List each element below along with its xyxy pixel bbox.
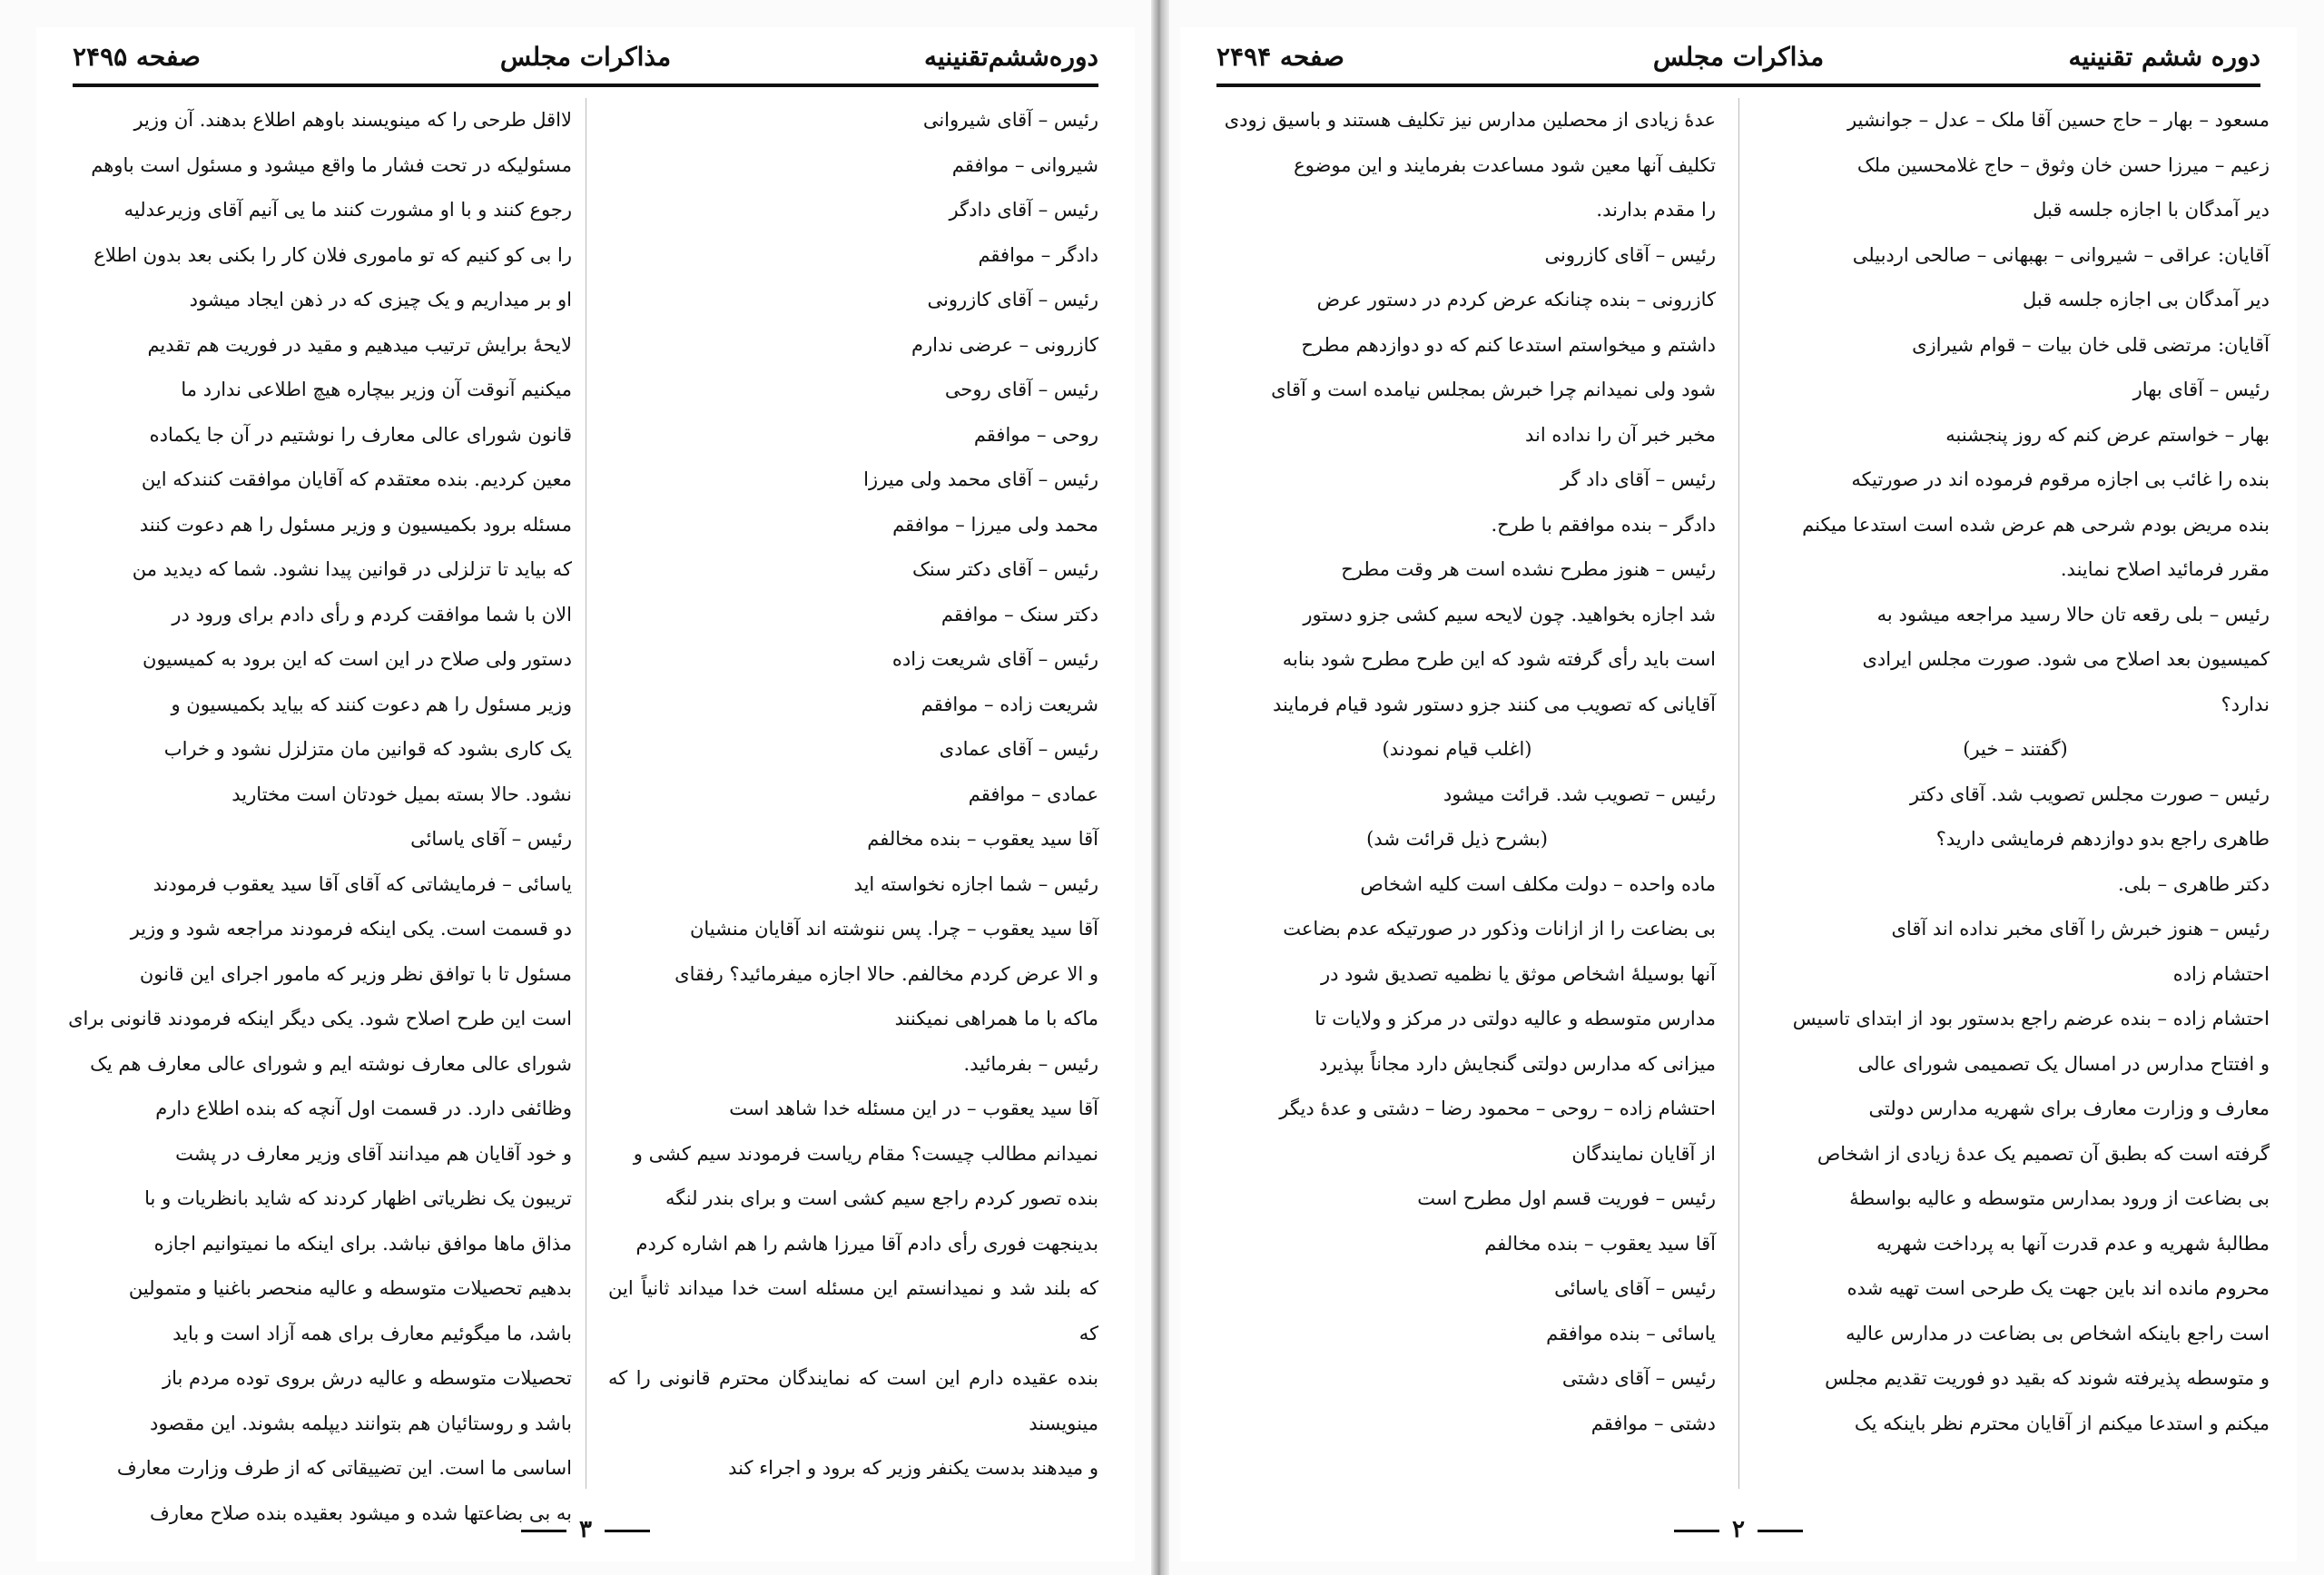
text-line: و افتتاح مدارس در امسال یک تصمیمی شورای عالی — [1857, 1052, 2270, 1075]
text-line: شود ولی نمیدانم چرا خبرش بمجلس نیامده است و آقای — [1271, 379, 1716, 400]
text-line: داشتم و میخواستم استدعا کنم که دو دوازدهم مطرح — [1301, 333, 1716, 356]
text-line: رئیس – آقای یاسائی — [410, 828, 572, 850]
text-line: (اغلب قیام نمودند) — [1382, 738, 1532, 760]
page-number-label: صفحه ۲۴۹۴ — [1216, 42, 1344, 72]
text-line: معارف و وزارت معارف برای شهریه مدارس دولتی — [1868, 1098, 2270, 1119]
text-line: آقا سید یعقوب – بنده مخالفم — [1484, 1232, 1716, 1255]
text-line: روحی – موافقم — [973, 423, 1098, 446]
text-line: رئیس – تصویب شد. قرائت میشود — [1443, 783, 1716, 805]
text-line: یک کاری بشود که قوانین مان متزلزل نشود و خراب — [163, 738, 572, 760]
text-line: بدهیم تحصیلات متوسطه و عالیه منحصر باغنیا و متمولین — [128, 1277, 572, 1299]
text-line: است راجع باینکه اشخاص بی بضاعت در مدارس عالیه — [1846, 1322, 2270, 1344]
text-line: دو قسمت است. یکی اینکه فرمودند مراجعه شود و وزیر — [130, 918, 572, 940]
text-line: زعیم – میرزا حسن خان وثوق – حاج غلامحسین ملک — [1856, 153, 2270, 176]
text-line: دکتر طاهری – بلی. — [2118, 872, 2270, 895]
page-header — [73, 36, 1098, 82]
text-line: دیر آمدگان بی اجازه جلسه قبل — [2023, 289, 2270, 310]
text-line: رجوع کنند و با او مشورت کنند ما یی آنیم آقای وزیرعدلیه — [123, 199, 572, 221]
text-line: که بلند شد و نمیدانستم این مسئله است خدا میداند ثانیاً این که — [608, 1277, 1098, 1344]
text-line: میکنیم آنوقت آن وزیر بیچاره هیچ اطلاعی ندارد ما — [181, 379, 572, 400]
text-line: تحصیلات متوسطه و عالیه درش بروی توده مردم باز — [162, 1367, 572, 1389]
column-left — [54, 98, 572, 1524]
text-line: کمیسیون بعد اصلاح می شود. صورت مجلس ایرادی — [1862, 648, 2270, 670]
text-line: رئیس – هنوز خبرش را آقای مخبر نداده اند آقای — [1891, 918, 2270, 940]
text-line: بی بضاعت از ورود بمدارس متوسطه و عالیه بواسطهٔ — [1849, 1187, 2270, 1209]
text-line: دیر آمدگان با اجازه جلسه قبل — [2033, 199, 2270, 221]
text-line: دادگر – موافقم — [978, 243, 1098, 266]
book-gutter — [1151, 0, 1169, 1575]
text-line: وزیر مسئول را هم دعوت کنند که بیاید بکمیسیون و — [171, 693, 572, 715]
text-line: رئیس – آقای داد گر — [1560, 468, 1716, 490]
text-line: و میدهند بدست یکنفر وزیر که برود و اجراء کند — [728, 1457, 1098, 1479]
text-line: ماکه با ما همراهی نمیکنند — [894, 1008, 1098, 1029]
text-line: آقا سید یعقوب – چرا. پس ننوشته اند آقایان منشیان — [689, 918, 1098, 940]
text-line: دادگر – بنده موافقم با طرح. — [1491, 513, 1716, 536]
text-line: آقا سید یعقوب – در این مسئله خدا شاهد است — [729, 1098, 1098, 1119]
text-line: مسئول تا با توافق نظر وزیر که مامور اجرای این قانون — [139, 962, 572, 985]
text-line: رئیس – آقای یاسائی — [1554, 1277, 1716, 1299]
text-line: ماده واحده – دولت مکلف است کلیه اشخاص — [1360, 872, 1716, 895]
header-title: مذاکرات مجلس — [1652, 42, 1825, 72]
text-line: را بی کو کنیم که تو ماموری فلان کار را بکنی بعد بدون اطلاع — [94, 243, 572, 266]
header-rule — [73, 84, 1098, 87]
header-title: مذاکرات مجلس — [499, 42, 672, 72]
text-line: تریبون یک نظریاتی اظهار کردند که شاید بانظریات و با — [144, 1187, 572, 1209]
page-number-label: صفحه ۲۴۹۵ — [73, 42, 201, 72]
text-line: لااقل طرحی را که مینویسند باوهم اطلاع بدهند. آن وزیر — [133, 109, 572, 131]
text-line: آنها بوسیلهٔ اشخاص موثق یا نظمیه تصدیق شود در — [1320, 962, 1716, 985]
text-line: بنده مریض بودم شرحی هم عرض شده است استدعا میکنم — [1802, 513, 2270, 536]
text-line: بدینجهت فوری رأی دادم آقا میرزا هاشم را هم اشاره کردم — [635, 1232, 1098, 1255]
text-line: (بشرح ذیل قرائت شد) — [1366, 828, 1548, 850]
page-header — [1216, 36, 2260, 82]
text-line: (گفتند – خیر) — [1963, 738, 2068, 760]
text-line: رئیس – آقای محمد ولی میرزا — [863, 468, 1098, 490]
text-line: شریعت زاده – موافقم — [921, 693, 1098, 715]
text-line: محروم مانده اند باین جهت یک طرحی است تهیه شده — [1846, 1277, 2270, 1299]
text-line: از آقایان نمایندگان — [1571, 1142, 1716, 1165]
right-page — [1180, 27, 2297, 1561]
header-rule — [1216, 84, 2260, 87]
text-line: الان با شما موافقت کردم و رأی دادم برای ورود در — [172, 603, 572, 625]
text-line: میزانی که مدارس دولتی گنجایش دارد مجاناً بپذیرد — [1319, 1052, 1716, 1075]
text-line: است این طرح اصلاح شود. یکی دیگر اینکه فرمودند قانونی برای — [68, 1008, 572, 1029]
text-line: مذاق ماها موافق نباشد. برای اینکه ما نمیتوانیم اجازه — [153, 1232, 572, 1255]
text-line: او بر میداریم و یک چیزی که در ذهن ایجاد میشود — [189, 289, 572, 310]
text-line: کازرونی – عرضی ندارم — [911, 333, 1098, 356]
text-line: را مقدم بدارند. — [1596, 199, 1716, 221]
text-line: رئیس – آقای بهار — [2132, 379, 2270, 400]
text-line: عدهٔ زیادی از محصلین مدارس نیز تکلیف هستند و باسیق زودی — [1224, 109, 1716, 131]
text-line: آقا سید یعقوب – بنده مخالفم — [867, 828, 1098, 850]
text-line: بنده را غائب بی اجازه مرقوم فرموده اند در صورتیکه — [1851, 468, 2270, 490]
text-line: باشد و روستائیان هم بتوانند دیپلمه بشوند. این مقصود — [150, 1412, 572, 1434]
column-right — [1761, 98, 2270, 1489]
text-line: رئیس – آقای کازرونی — [1544, 243, 1716, 266]
text-line: مدارس متوسطه و عالیه دولتی در مرکز و ولایات تا — [1315, 1008, 1716, 1029]
text-line: میکنم و استدعا میکنم از آقایان محترم نظر باینکه یک — [1854, 1412, 2270, 1434]
text-line: که بیاید تا تزلزلی در قوانین پیدا نشود. شما که دیدید من — [132, 558, 572, 580]
text-line: لایحهٔ برایش ترتیب میدهیم و مقید در فوریت هم تقدیم — [147, 333, 572, 356]
text-line: رئیس – آقای کازرونی — [927, 289, 1098, 310]
session-label: دوره‌ششم‌تقنینیه — [923, 42, 1098, 72]
text-line: رئیس – صورت مجلس تصویب شد. آقای دکتر — [1909, 783, 2270, 805]
text-line: دشتی – موافقم — [1590, 1412, 1716, 1434]
text-line: آقایانی که تصویب می کنند جزو دستور شود قیام فرمایند — [1272, 693, 1716, 715]
text-line: مطالبهٔ شهریه و عدم قدرت آنها به پرداخت شهریه — [1876, 1232, 2270, 1255]
column-divider — [1738, 98, 1739, 1489]
session-label: دوره ششم تقنینیه — [2068, 42, 2260, 72]
text-line: معین کردیم. بنده معتقدم که آقایان موافقت کنندکه این — [141, 468, 572, 490]
text-line: مسئولیکه در تحت فشار ما واقع میشود و مسئول است باوهم — [91, 153, 572, 176]
text-line: قانون شورای عالی معارف را نوشتیم در آن جا یکماده — [149, 423, 572, 446]
text-line: رئیس – آقای روحی — [944, 379, 1098, 400]
text-line: نشود. حالا بسته بمیل خودتان است مختارید — [231, 783, 572, 805]
text-line: رئیس – آقای دشتی — [1561, 1367, 1716, 1389]
column-left — [1198, 98, 1716, 1489]
text-line: شد اجازه بخواهید. چون لایحه سیم کشی جزو دستور — [1303, 603, 1716, 625]
text-line: مسئله برود بکمیسیون و وزیر مسئول را هم دعوت کنند — [139, 513, 572, 536]
text-line: و خود آقایان هم میدانند آقای وزیر معارف در پشت — [175, 1142, 572, 1165]
text-line: رئیس – هنوز مطرح نشده است هر وقت مطرح — [1341, 558, 1716, 580]
text-line: رئیس – آقای دکتر سنک — [911, 558, 1098, 580]
text-line: احتشام زاده — [2172, 962, 2270, 985]
text-line: احتشام زاده – بنده عرضم راجع بدستور بود از ابتدای تاسیس — [1792, 1008, 2270, 1029]
text-line: دستور ولی صلاح در این است که این برود به کمیسیون — [143, 648, 572, 670]
text-line: وظائفی دارد. در قسمت اول آنچه که بنده اطلاع دارم — [155, 1098, 572, 1119]
text-line: بی بضاعت را از ازانات وذکور در صورتیکه عدم بضاعت — [1283, 918, 1716, 940]
text-line: کازرونی – بنده چنانکه عرض کردم در دستور عرض — [1316, 289, 1716, 310]
text-line: به بی بضاعتها شده و میشود بعقیده بنده صلاح معارف — [150, 1501, 572, 1524]
text-line: بنده عقیده دارم این است که نمایندگان محترم قانونی را که مینویسند — [608, 1367, 1098, 1434]
text-line: بنده تصور کردم راجع سیم کشی است و برای بندر لنگه — [665, 1187, 1098, 1209]
text-line: عمادی – موافقم — [968, 783, 1098, 805]
text-line: رئیس – آقای دادگر — [949, 199, 1098, 221]
text-line: تکلیف آنها معین شود مساعدت بفرمایند و این موضوع — [1294, 153, 1716, 176]
folio-number: ۳ — [36, 1516, 1135, 1543]
text-line: رئیس – بفرمائید. — [963, 1052, 1098, 1075]
column-right — [608, 98, 1098, 1489]
text-line: مخبر خبر آن را نداده اند — [1525, 423, 1716, 446]
text-line: ندارد؟ — [2221, 693, 2270, 715]
text-line: رئیس – آقای شریعت زاده — [891, 648, 1098, 670]
text-line: مسعود – بهار – حاج حسین آقا ملک – عدل – جوانشیر — [1846, 109, 2270, 131]
text-line: اساسی ما است. این تضییقاتی که از طرف وزارت معارف — [116, 1457, 572, 1479]
text-line: و الا عرض کردم مخالفم. حالا اجازه میفرمائید؟ رفقای — [675, 962, 1098, 985]
text-line: دکتر سنک – موافقم — [940, 603, 1098, 625]
text-line: و متوسطه پذیرفته شوند که بقید دو فوریت تقدیم مجلس — [1825, 1367, 2270, 1389]
text-line: محمد ولی میرزا – موافقم — [892, 513, 1098, 536]
text-line: یاسائی – بنده موافقم — [1546, 1322, 1716, 1344]
text-line: نمیدانم مطالب چیست؟ مقام ریاست فرمودند سیم کشی و — [633, 1142, 1098, 1165]
text-line: شیروانی – موافقم — [951, 153, 1098, 176]
text-line: رئیس – شما اجازه نخواسته اید — [853, 872, 1098, 895]
text-line: رئیس – فوریت قسم اول مطرح است — [1417, 1187, 1716, 1209]
text-line: بهار – خواستم عرض کنم که روز پنجشنبه — [1945, 423, 2270, 446]
text-line: مقرر فرمائید اصلاح نمایند. — [2060, 558, 2270, 580]
left-page — [36, 27, 1135, 1561]
text-line: آقایان: مرتضی قلی خان بیات – قوام شیرازی — [1912, 333, 2270, 356]
text-line: یاسائی – فرمایشاتی که آقای آقا سید یعقوب فرمودند — [153, 872, 572, 895]
folio-number: ۲ — [1180, 1516, 2297, 1543]
text-line: احتشام زاده – روحی – محمود رضا – دشتی و عدهٔ دیگر — [1279, 1098, 1716, 1119]
text-line: است باید رأی گرفته شود که این طرح مطرح شود بنابه — [1282, 648, 1716, 670]
text-line: رئیس – بلی رقعه تان حالا رسید مراجعه میشود به — [1876, 603, 2270, 625]
text-line: رئیس – آقای شیروانی — [922, 109, 1098, 131]
text-line: آقایان: عراقی – شیروانی – بهبهانی – صالحی اردبیلی — [1852, 243, 2270, 266]
text-line: شورای عالی معارف نوشته ایم و شورای عالی معارف هم یک — [90, 1052, 572, 1075]
text-line: رئیس – آقای عمادی — [939, 738, 1098, 760]
text-line: گرفته است که بطبق آن تصمیم یک عدهٔ زیادی از اشخاص — [1817, 1142, 2270, 1165]
text-line: طاهری راجع بدو دوازدهم فرمایشی دارید؟ — [1935, 828, 2270, 850]
text-line: باشد، ما میگوئیم معارف برای همه آزاد است و باید — [172, 1322, 572, 1344]
